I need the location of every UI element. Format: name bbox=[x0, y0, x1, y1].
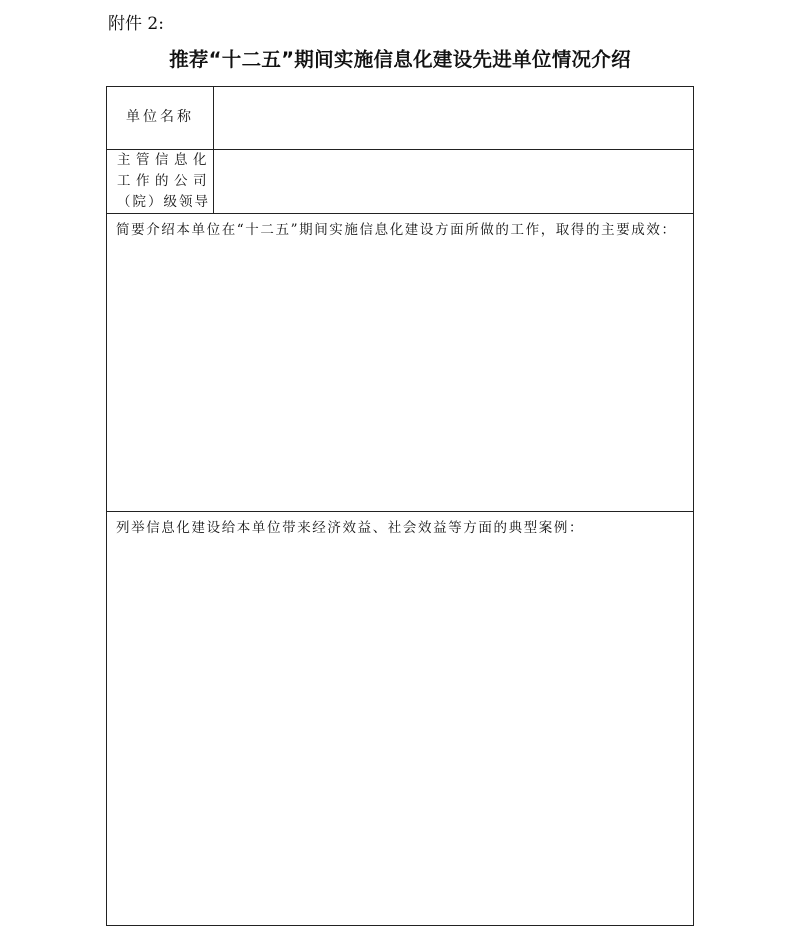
document-title: 推荐“十二五”期间实施信息化建设先进单位情况介绍 bbox=[169, 48, 631, 71]
leader-row bbox=[107, 150, 693, 214]
work-summary-prompt: 简要介绍本单位在“十二五”期间实施信息化建设方面所做的工作，取得的主要成效： bbox=[116, 222, 677, 238]
work-summary-section[interactable] bbox=[107, 214, 693, 512]
unit-name-field[interactable] bbox=[214, 87, 693, 149]
typical-cases-section[interactable] bbox=[107, 512, 693, 932]
leader-label-cell bbox=[107, 150, 214, 213]
info-form-table bbox=[106, 86, 694, 926]
leader-label-line-2: 工作的公司 bbox=[117, 173, 212, 189]
unit-name-row bbox=[107, 87, 693, 150]
unit-name-label-cell bbox=[107, 87, 214, 149]
leader-field[interactable] bbox=[214, 150, 693, 213]
leader-label-line-3: （院）级领导 bbox=[117, 194, 210, 210]
typical-cases-prompt: 列举信息化建设给本单位带来经济效益、社会效益等方面的典型案例： bbox=[116, 520, 585, 536]
unit-name-label: 单位名称 bbox=[126, 109, 194, 125]
attachment-label: 附件 2: bbox=[108, 14, 164, 34]
leader-label-line-1: 主管信息化 bbox=[117, 152, 212, 168]
leader-label bbox=[117, 150, 212, 213]
